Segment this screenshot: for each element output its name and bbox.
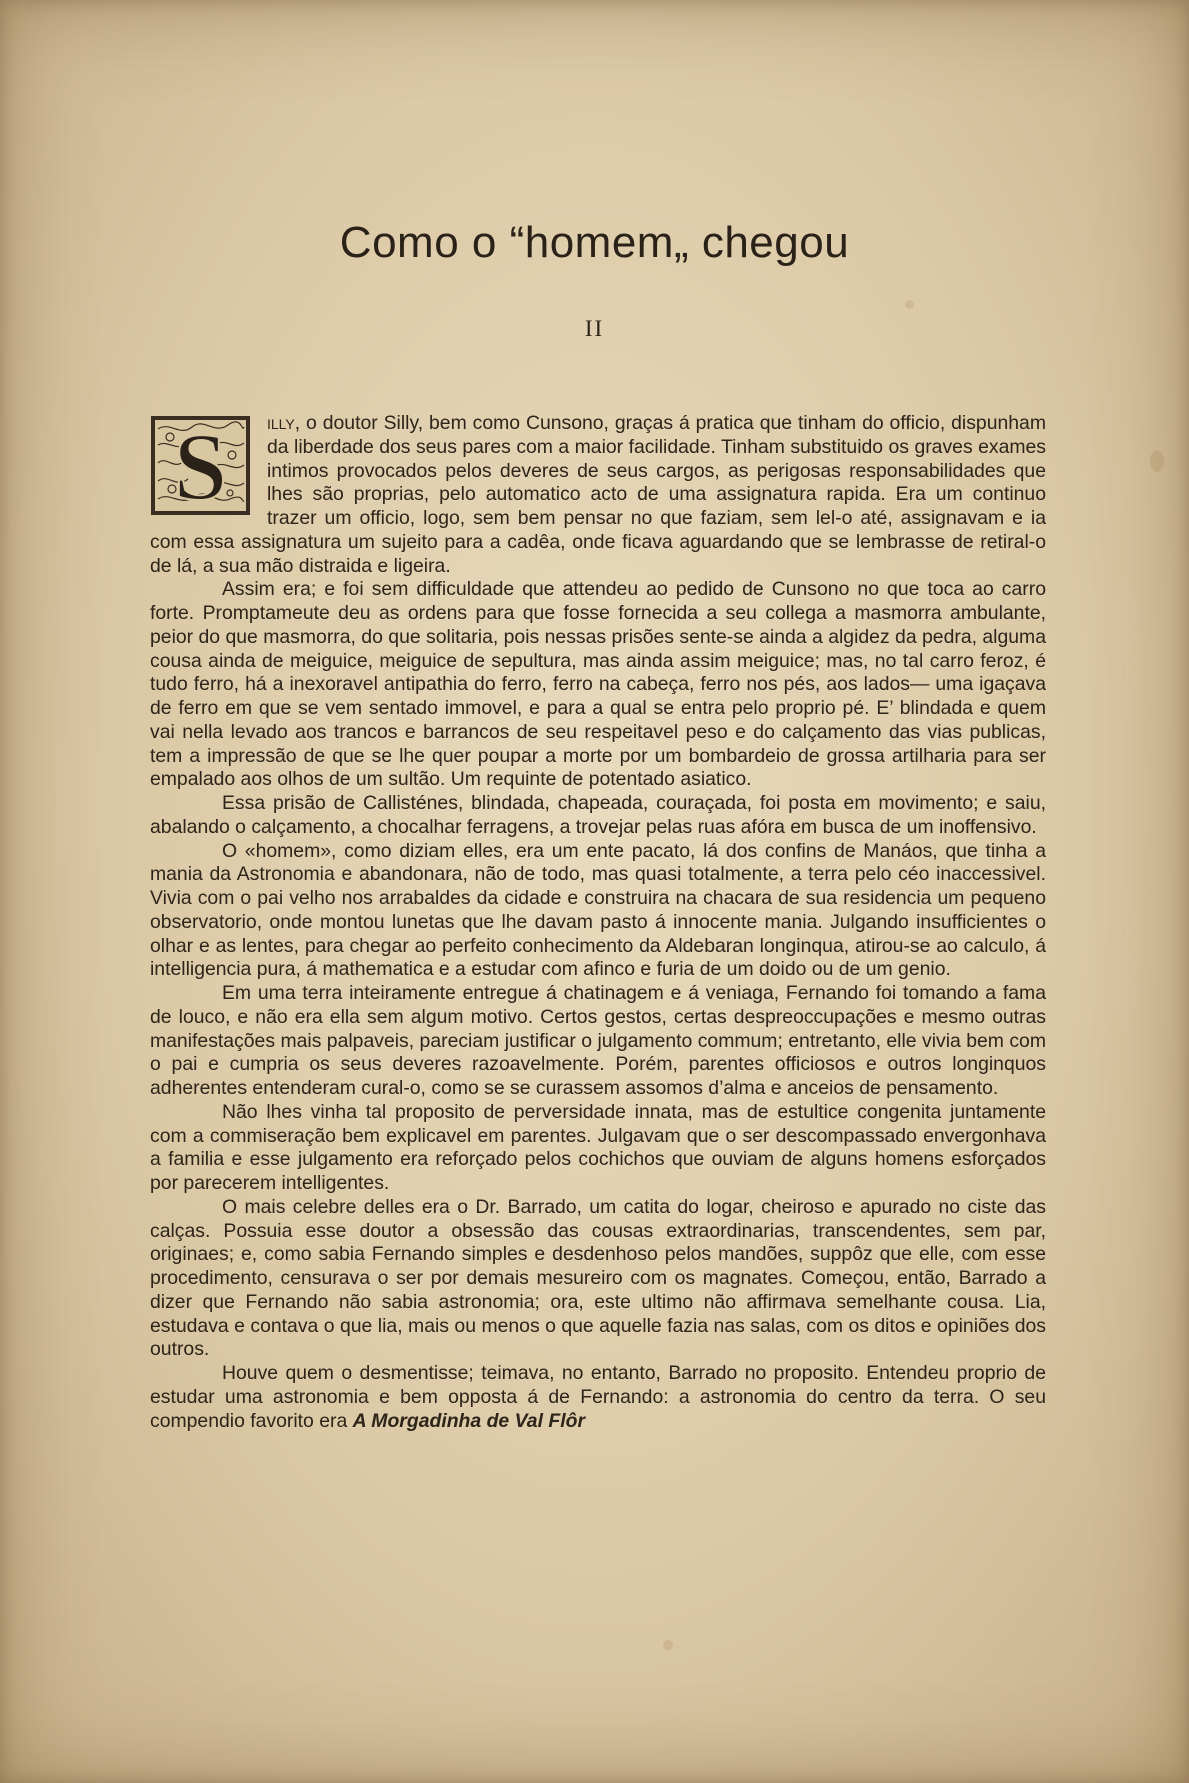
paper-stain xyxy=(1150,450,1164,472)
paragraph-6: Não lhes vinha tal proposito de perversidade innata, mas de estultice congenita juntamente com a commiseração bem explicavel em parentes. Julgavam que o ser descompassado envergonhava a familia e esse julgamento era reforçado pelos cochichos que ouviam de alguns homens esforçados por parecerem intelligentes. xyxy=(150,1100,1046,1194)
paragraph-7: O mais celebre delles era o Dr. Barrado, um catita do logar, cheiroso e apurado no ciste das calças. Possuia esse doutor a obsessão das cousas extraordinarias, transcendentes, sem par, originaes; e, como sabia Fernando simples e desdenhoso pelos mandões, suppôz que elle, com esse procedimento, censurava o ser por demais mesureiro com os magnates. Começou, então, Barrado a dizer que Fernando não sabia astronomia; ora, este ultimo não affirmava semelhante cousa. Lia, estudava e contava o que lia, mais ou menos o que aquelle fazia nas salas, com os ditos e opiniões dos outros. xyxy=(150,1195,1046,1361)
paragraph-1 xyxy=(150,412,1046,578)
paper-stain xyxy=(905,300,914,309)
paragraph-3: Essa prisão de Callisténes, blindada, chapeada, couraçada, foi posta em movimento; e saiu, abalando o calçamento, a chocalhar ferragens, a trovejar pelas ruas afóra em busca de um inoffensivo. xyxy=(150,792,1046,838)
book-title-italic: A Morgadinha de Val Flôr xyxy=(352,1409,585,1432)
paragraph-8-text: Houve quem o desmentisse; teimava, no entanto, Barrado no proposito. Entendeu proprio de estudar uma astronomia e bem opposta á de Fernando: a astronomia do centro da terra. O seu compendio favorito era xyxy=(150,1362,1046,1432)
paragraph-4: O «homem», como diziam elles, era um ente pacato, lá dos confins de Manáos, que tinha a mania da Astronomia e abandonara, não de todo, mas quasi totalmente, a terra pelo céo inaccessivel. Vivia com o pai velho nos arrabaldes da cidade e construira na chacara de sua residencia um pequeno observatorio, onde montou lunetas que lhe davam pasto á innocente mania. Julgando insufficientes o olhar e as lentes, para chegar ao perfeito conhecimento da Aldebaran longinqua, atirou-se ao calculo, á intelligencia pura, á mathematica e a estudar com afinco e furia de um doido ou de um genio. xyxy=(150,839,1046,981)
paragraph-2: Assim era; e foi sem difficuldade que attendeu ao pedido de Cunsono no que toca ao carro forte. Promptameute deu as ordens para que fosse fornecida a seu collega a masmorra ambulante, peior do que masmorra, do que solitaria, pois nessas prisões sente-se ainda a algidez da pedra, alguma cousa ainda de meiguice, meiguice de sepultura, mas ainda assim meiguice; mas, no tal carro feroz, é tudo ferro, há a inexoravel antipathia do ferro, ferro na cabeça, ferro nos pés, aos lados— uma igaçava de ferro em que se vem sentado immovel, e para a qual se entra pelo proprio pé. E’ blindada e quem vai nella levado aos trancos e barrancos de seu respeitavel peso e do calçamento das vias publicas, tem a impressão de que se lhe quer poupar a morte por um bombardeio de grossa artilharia para ser empalado aos olhos de um sultão. Um requinte de potentado asiatico. xyxy=(150,578,1046,791)
ornamental-dropcap xyxy=(150,415,251,516)
chapter-number: II xyxy=(584,316,605,341)
paragraph-8 xyxy=(150,1362,1046,1433)
body-text xyxy=(150,412,1046,1433)
chapter-title: Como o “homem„ chegou xyxy=(339,218,850,267)
paragraph-1-text: o doutor Silly, bem como Cunsono, graças á pratica que tinham do officio, dispunham da liberdade dos seus pares com a maior facilidade. Tinham substituido os graves exames intimos provocados pelos deveres de seus cargos, as perigosas responsabilidades que lhes são proprias, pelo automatico acto de uma assignatura rapida. Era um continuo trazer um officio, logo, sem bem pensar no que faziam, sem lel-o até, assignavam e ia com essa assignatura um sujeito para a cadêa, onde ficava aguardando que se lembrasse de retiral-o de lá, a sua mão distraida e ligeira. xyxy=(150,412,1046,577)
paragraph-5: Em uma terra inteiramente entregue á chatinagem e á veniaga, Fernando foi tomando a fama de louco, e não era ella sem algum motivo. Certos gestos, certas despreoccupações e mesmo outras manifestações mais palpaveis, pareciam justificar o julgamento commum; entretanto, elle vivia bem com o pai e cumpria os seus deveres razoavelmente. Porém, parentes officiosos e outros longinquos adherentes entenderam cural-o, como se se curassem assomos d’alma e anceios de pensamento. xyxy=(150,982,1046,1099)
dropcap-frame-icon xyxy=(150,415,251,516)
paper-stain xyxy=(663,1640,673,1650)
paragraph-1-lead: illy, xyxy=(267,412,301,434)
dropcap-letter: S xyxy=(173,415,228,516)
